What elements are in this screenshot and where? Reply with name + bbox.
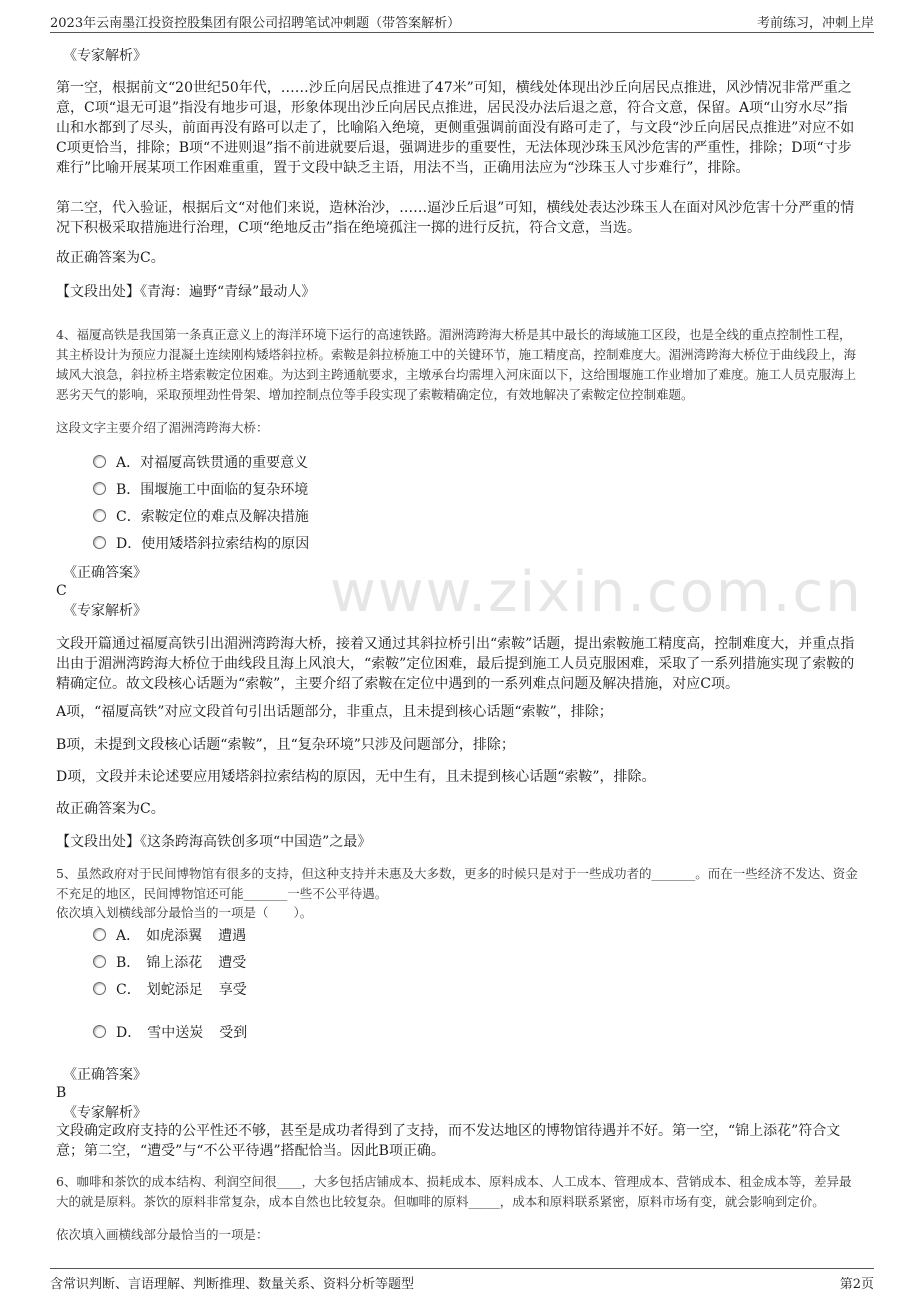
page-footer	[50, 1268, 874, 1293]
q5-option-c[interactable]	[93, 980, 247, 1000]
option-word-1: 锦上添花	[146, 955, 203, 971]
q4-question: 这段文字主要介绍了湄洲湾跨海大桥：	[56, 420, 269, 435]
q4-option-a[interactable]	[93, 453, 308, 473]
page-header	[50, 10, 874, 33]
radio-icon[interactable]	[93, 509, 106, 522]
option-text: 围堰施工中面临的复杂环境	[140, 482, 309, 498]
option-key: C．	[116, 509, 141, 525]
option-word-1: 如虎添翼	[146, 928, 203, 944]
q3-source: 【文段出处】《青海：遍野“青绿”最动人》	[56, 284, 316, 300]
option-key: C．	[116, 982, 141, 998]
radio-icon[interactable]	[93, 536, 106, 549]
q4-option-b[interactable]	[93, 480, 308, 500]
option-key: A．	[116, 455, 141, 471]
q4-option-c[interactable]	[93, 507, 309, 527]
q5-question: 依次填入划横线部分最恰当的一项是（ ）。	[56, 905, 313, 920]
q4-analysis-d: D项，文段并未论述要应用矮塔斜拉索结构的原因，无中生有，且未提到核心话题“索鞍”，排除。	[56, 769, 656, 785]
radio-icon[interactable]	[93, 1025, 106, 1038]
option-word-2: 享受	[218, 982, 247, 998]
q5-expert-label: 《专家解析》	[63, 1105, 147, 1121]
option-key: B．	[116, 955, 141, 971]
q4-conclusion: 故正确答案为C。	[56, 801, 165, 817]
radio-icon[interactable]	[93, 928, 106, 941]
q5-answer: B	[56, 1085, 67, 1101]
radio-icon[interactable]	[93, 955, 106, 968]
document-title: 2023年云南墨江投资控股集团有限公司招聘笔试冲刺题（带答案解析）	[50, 16, 461, 31]
option-key: D．	[116, 1025, 142, 1041]
option-word-2: 受到	[219, 1025, 248, 1041]
q4-option-d[interactable]	[93, 534, 309, 554]
q5-option-a[interactable]	[93, 926, 246, 946]
option-word-2: 遭遇	[218, 928, 247, 944]
radio-icon[interactable]	[93, 455, 106, 468]
option-key: B．	[116, 482, 141, 498]
option-text: 使用矮塔斜拉索结构的原因	[141, 536, 310, 552]
q5-option-d[interactable]	[93, 1023, 247, 1043]
q3-expert-label: 《专家解析》	[63, 48, 147, 64]
footer-topics: 含常识判断、言语理解、判断推理、数量关系、资料分析等题型	[50, 1277, 415, 1292]
q4-analysis-main: 文段开篇通过福厦高铁引出湄洲湾跨海大桥，接着又通过其斜拉桥引出“索鞍”话题，提出索鞍施工精度高，控制难度大，并重点指出由于湄洲湾跨海大桥位于曲线段且海上风浪大，“索鞍”定位困难，最后提到施工人员克服困难，采取了一系列措施实现了索鞍的精确定位。故文段核心话题为“索鞍”，主要介绍了索鞍在定位中遇到的一系列难点问题及解决措施，对应C项。	[56, 636, 855, 692]
option-word-2: 遭受	[218, 955, 247, 971]
option-text: 索鞍定位的难点及解决措施	[140, 509, 309, 525]
q6-question: 依次填入画横线部分最恰当的一项是：	[56, 1227, 269, 1242]
q5-answer-label: 《正确答案》	[63, 1067, 147, 1083]
q3-analysis-p2: 第二空，代入验证，根据后文“对他们来说，造林治沙，……逼沙丘后退”可知，横线处表达沙珠玉人在面对风沙危害十分严重的情况下积极采取措施进行治理，C项“绝地反击”指在绝境孤注一掷的进行反抗，符合文意，当选。	[56, 200, 855, 236]
q4-analysis-b: B项，未提到文段核心话题“索鞍”，且“复杂环境”只涉及问题部分，排除；	[56, 737, 515, 753]
q4-expert-label: 《专家解析》	[63, 603, 147, 619]
option-text: 对福厦高铁贯通的重要意义	[140, 455, 309, 471]
option-key: D．	[116, 536, 142, 552]
q4-stem: 4、福厦高铁是我国第一条真正意义上的海洋环境下运行的高速铁路。湄洲湾跨海大桥是其中最长的海域施工区段，也是全线的重点控制性工程，其主桥设计为预应力混凝土连续刚构矮塔斜拉桥。索鞍是斜拉桥施工中的关键环节，施工精度高，控制难度大。湄洲湾跨海大桥位于曲线段上，海域风大浪急，斜拉桥主塔索鞍定位困难。为达到主跨通航要求，主墩承台均需埋入河床面以下，这给围堰施工作业增加了难度。施工人员克服海上恶劣天气的影响，采取预埋劲性骨架、增加控制点位等手段实现了索鞍精确定位，有效地解决了索鞍定位控制难题。	[56, 327, 857, 402]
header-slogan: 考前练习，冲刺上岸	[756, 16, 874, 31]
q4-answer: C	[56, 583, 67, 599]
q3-analysis-p1: 第一空，根据前文“20世纪50年代，……沙丘向居民点推进了47米”可知，横线处体现出沙丘向居民点推进，风沙情况非常严重之意，C项“退无可退”指没有地步可退，形象体现出沙丘向居民点推进，居民没办法后退之意，符合文意，保留。A项“山穷水尽”指山和水都到了尽头，前面再没有路可以走了，比喻陷入绝境，更侧重强调前面没有路可走了，与文段“沙丘向居民点推进”对应不如C项更恰当，排除；B项“不进则退”指不前进就要后退，强调进步的重要性，无法体现沙珠玉风沙危害的严重性，排除；D项“寸步难行”比喻开展某项工作困难重重，置于文段中缺乏主语，用法不当，正确用法应为“沙珠玉人寸步难行”，排除。	[56, 80, 855, 176]
radio-icon[interactable]	[93, 982, 106, 995]
q4-analysis-a: A项，“福厦高铁”对应文段首句引出话题部分，非重点，且未提到核心话题“索鞍”，排除；	[56, 704, 613, 720]
q6-stem: 6、咖啡和茶饮的成本结构、利润空间很____，大多包括店铺成本、损耗成本、原料成本、人工成本、管理成本、营销成本、租金成本等，差异最大的就是原料。茶饮的原料非常复杂，成本自然也比较复杂。但咖啡的原料_____，成本和原料联系紧密，原料市场有变，就会影响到定价。	[56, 1174, 852, 1209]
watermark: www.zixin.com.cn	[330, 560, 863, 625]
q4-source: 【文段出处】《这条跨海高铁创多项“中国造”之最》	[56, 834, 372, 850]
q5-option-b[interactable]	[93, 953, 246, 973]
q4-answer-label: 《正确答案》	[63, 565, 147, 581]
q5-stem: 5、虽然政府对于民间博物馆有很多的支持，但这种支持并未惠及大多数，更多的时候只是对于一些成功者的_______。而在一些经济不发达、资金不充足的地区，民间博物馆还可能_______一些不公平待遇。	[56, 866, 858, 901]
q5-analysis: 文段确定政府支持的公平性还不够，甚至是成功者得到了支持，而不发达地区的博物馆待遇并不好。第一空，“锦上添花”符合文意；第二空，“遭受”与“不公平待遇”搭配恰当。因此B项正确。	[56, 1123, 841, 1159]
option-word-1: 划蛇添足	[146, 982, 203, 998]
q3-answer: 故正确答案为C。	[56, 250, 165, 266]
radio-icon[interactable]	[93, 482, 106, 495]
option-key: A．	[116, 928, 141, 944]
page-number: 第2页	[839, 1277, 874, 1292]
option-word-1: 雪中送炭	[147, 1025, 204, 1041]
